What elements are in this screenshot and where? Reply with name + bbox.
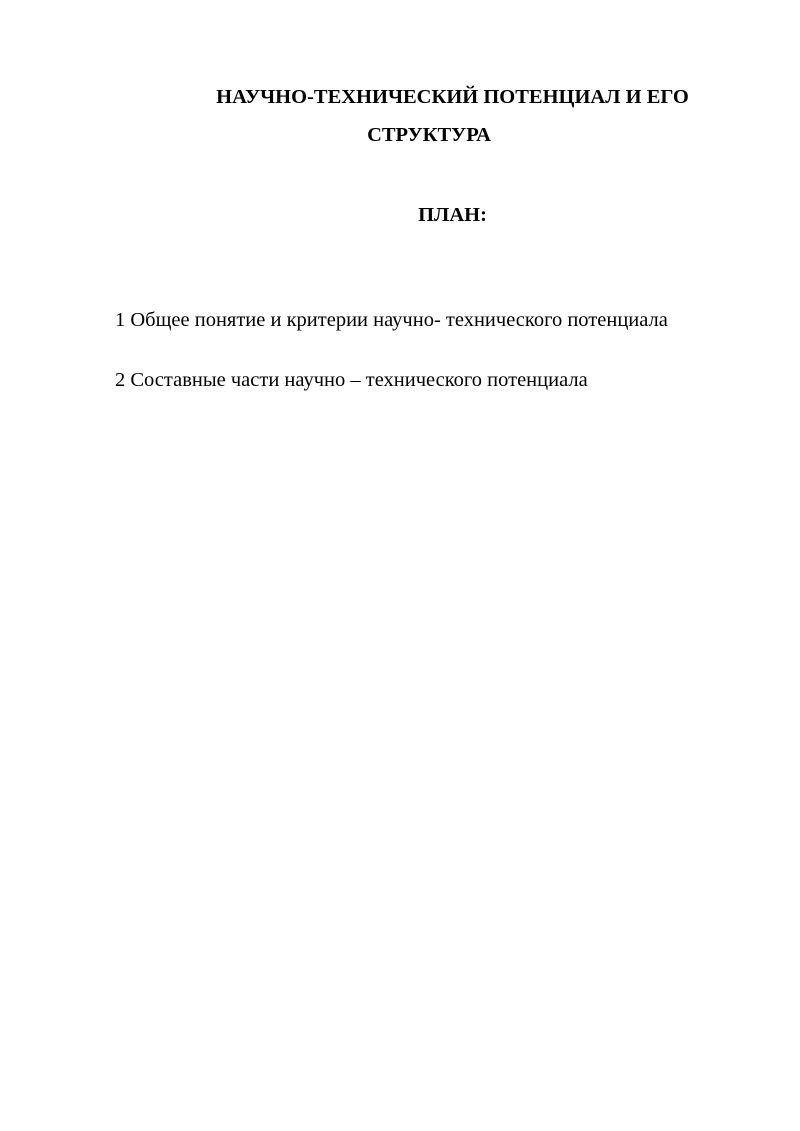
plan-item: 1 Общее понятие и критерии научно- технического потенциала xyxy=(115,309,668,331)
plan-heading: ПЛАН: xyxy=(418,204,487,226)
document-title xyxy=(0,78,800,154)
title-line-1: НАУЧНО-ТЕХНИЧЕСКИЙ ПОТЕНЦИАЛ И ЕГО xyxy=(216,86,689,108)
plan-list xyxy=(115,300,715,420)
plan-item: 2 Составные части научно – технического потенциала xyxy=(115,369,588,391)
title-line-2: СТРУКТУРА xyxy=(367,124,491,146)
